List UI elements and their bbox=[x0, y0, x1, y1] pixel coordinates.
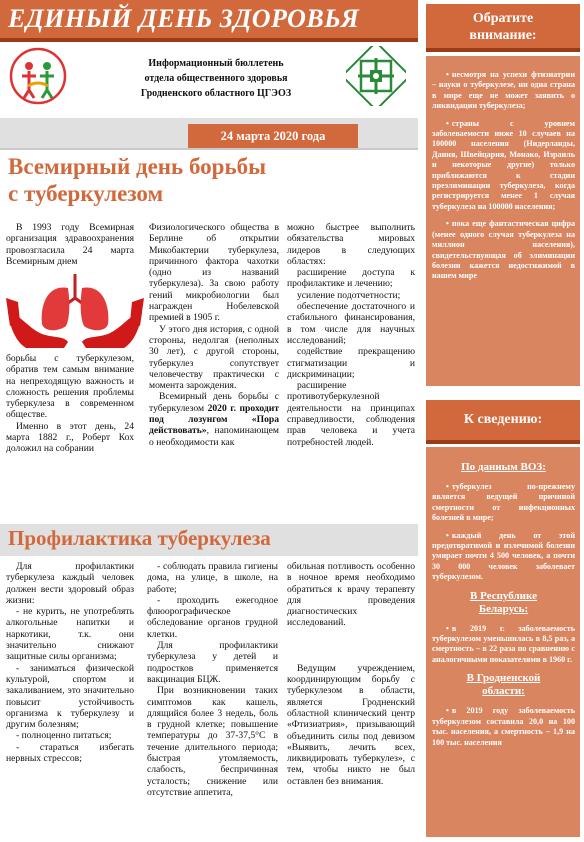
slogan-text: 2020 г. проходит под лозунгом «Пора действовать» bbox=[149, 402, 279, 437]
heading-line-1: Обратите bbox=[472, 11, 534, 26]
article-1-column-1-top bbox=[6, 222, 134, 267]
list-item-text: пока еще фантастическая цифра (менее одного случая туберкулеза на миллион населения), свидетельствующая об элиминации болезни кажется недостижимой в нашем мире bbox=[432, 219, 575, 281]
organization-info bbox=[90, 56, 342, 101]
bullet-icon: • bbox=[446, 118, 449, 128]
date-divider bbox=[0, 148, 418, 150]
lungs-in-hands-image bbox=[6, 268, 144, 350]
paragraph: - не курить, не употреблять алкогольные напитки и наркотики, т.к. они значительно снижают защитные силы организма; bbox=[6, 606, 134, 663]
paragraph: расширение доступа к профилактике и лечению; bbox=[287, 267, 415, 290]
list-item-text: каждый день от этой предотвратимой и излечимой болезни умирает почти 4 500 человек, а почти 30 000 человек заболевает туберкулезом. bbox=[432, 530, 575, 582]
healthy-people-logo-icon bbox=[8, 46, 68, 106]
list-item bbox=[432, 482, 575, 524]
paragraph: - проходить ежегодное флюорографическое обследование органов грудной клетки. bbox=[147, 594, 278, 640]
list-item bbox=[432, 624, 575, 666]
article-1-title-line-1: Всемирный день борьбы bbox=[8, 154, 267, 179]
ornament-logo-icon bbox=[346, 46, 406, 106]
paragraph: - полноценно питаться; bbox=[16, 730, 112, 742]
bullet-icon: • bbox=[446, 219, 449, 229]
list-item-text: несмотря на успехи фтизиатрии – науки о туберкулезе, ни одна страна в мире еще не может заявить о ликвидации туберкулеза; bbox=[432, 70, 575, 111]
subheading-line: В Республике bbox=[470, 589, 537, 602]
paragraph: усиление подотчетности; bbox=[297, 289, 401, 301]
sidebar-attention-list bbox=[432, 70, 575, 289]
subheading-line: Беларусь: bbox=[478, 602, 529, 615]
bullet-icon: • bbox=[446, 70, 449, 79]
article-1-title bbox=[8, 153, 408, 207]
sidebar-heading-shadow bbox=[426, 48, 580, 52]
article-2-column-3 bbox=[287, 561, 415, 787]
bulletin-title: ЕДИНЫЙ ДЕНЬ ЗДОРОВЬЯ bbox=[8, 4, 360, 33]
paragraph: - соблюдать правила гигиены дома, на улице, в школе, на работе; bbox=[147, 561, 278, 595]
article-1-column-1-bottom bbox=[6, 353, 134, 455]
sidebar-heading-shadow bbox=[426, 440, 580, 444]
paragraph: обильная потливость особенно в ночное время необходимо обратиться к врачу терапевту для проведения диагностических исследований. bbox=[287, 561, 415, 629]
paragraph: можно быстрее выполнить обязательства мировых лидеров в следующих областях: bbox=[287, 222, 415, 267]
org-line-1: Информационный бюллетень bbox=[148, 58, 284, 69]
article-1-title-line-2: с туберкулезом bbox=[8, 181, 164, 206]
list-item-text: в 2019 г. заболеваемость туберкулезом уменьшилась в 8,5 раз, а смертность – в 22 раза по сравнению с аналогичными показателями в 1960 г. bbox=[432, 623, 575, 664]
bullet-icon: • bbox=[446, 530, 449, 540]
paragraph: Ведущим учреждением, координирующим борьбу с туберкулезом в области, является Гродненский областной клинический центр «Фтизиатрия», призывающий объединить силы под девизом «Выявить, лечить всех, ликвидировать туберкулез», с тем, чтобы никто не был оставлен без внимания. bbox=[287, 662, 415, 787]
subheading-line: В Гродненской bbox=[466, 672, 541, 685]
list-item-text: туберкулез по-прежнему является ведущей причиной смертности от инфекционных болезней в мире; bbox=[432, 482, 575, 523]
sidebar-info-heading: К сведению: bbox=[426, 400, 580, 440]
bullet-icon: • bbox=[446, 623, 449, 633]
article-2-title: Профилактика туберкулеза bbox=[8, 526, 271, 550]
paragraph: содействие прекращению стигматизации и дискриминации; bbox=[287, 346, 415, 380]
list-item bbox=[432, 70, 575, 112]
paragraph: борьбы с туберкулезом, обратив тем самым внимание на непреходящую важность и сложность решения проблемы туберкулеза в современном обществе. bbox=[6, 353, 134, 421]
subheading-belarus bbox=[432, 590, 575, 616]
list-item-text: в 2019 году заболеваемость туберкулезом составила 20,0 на 100 тыс. населения, а смертность – 1,9 на 100 тыс. населения bbox=[432, 706, 575, 747]
list-item bbox=[432, 531, 575, 583]
paragraph: обеспечение достаточного и стабильного финансирования, в том числе для научных исследований; bbox=[287, 301, 415, 346]
sidebar-info-list bbox=[432, 458, 575, 755]
list-item bbox=[432, 119, 575, 213]
paragraph-slogan bbox=[149, 391, 279, 447]
paragraph: При возникновении таких симптомов как кашель, длящийся более 3 недель, боль в грудной клетке; повышение температуры до 37-37,5°С в течение длительного периода; быстрая утомляемость, слабость, беспричинная усталость; снижение или отсутствие аппетита, bbox=[147, 685, 278, 798]
subheading-who: По данным ВОЗ: bbox=[461, 461, 546, 473]
bullet-icon: • bbox=[446, 482, 449, 491]
article-2-column-1 bbox=[6, 561, 134, 764]
paragraph: Физиологического общества в Берлине об открытии Микобактерии туберкулеза, причинного фактора чахотки (одно из названий туберкулеза). За свою работу гений микробиологии был награжден Нобелевской премией в 1905 г. bbox=[149, 222, 279, 324]
paragraph: расширение противотуберкулезной деятельности на принципах справедливости, соблюдения прав человека и учета потребностей людей. bbox=[287, 380, 415, 448]
issue-date: 24 марта 2020 года bbox=[188, 124, 358, 148]
list-item-text: страны с уровнем заболеваемости ниже 10 случаев на 100000 населения (Нидерланды, Дания, Швейцария, Монако, Израиль и некоторые другие) только приближаются к стадии преэлиминации туберкулеза, когда регистрируется менее 1 случая туберкулеза на 100000 населения; bbox=[432, 118, 575, 211]
heading-line-2: внимание: bbox=[469, 28, 537, 43]
list-item bbox=[432, 706, 575, 748]
paragraph: - стараться избегать нервных стрессов; bbox=[6, 741, 134, 765]
paragraph: Именно в этот день, 24 марта 1882 г., Роберт Кох доложил на собрании bbox=[6, 420, 134, 455]
paragraph: Для профилактики туберкулеза каждый человек должен вести здоровый образ жизни: bbox=[6, 561, 134, 606]
header-underline bbox=[0, 38, 418, 42]
subheading-line: области: bbox=[482, 685, 525, 698]
org-line-3: Гродненского областного ЦГЭОЗ bbox=[140, 88, 292, 99]
paragraph: У этого дня история, с одной стороны, недолгая (неполных 30 лет), с другой стороны, туберкулез сопутствует человечеству практически с момента зарождения. bbox=[149, 323, 279, 392]
paragraph: - заниматься физической культурой, спортом и закаливанием, это значительно повысит устойчивость организма к туберкулезу и другим болезням; bbox=[6, 662, 134, 731]
list-item bbox=[432, 219, 575, 281]
text-run: , напоминающем о необходимости как bbox=[149, 425, 279, 448]
sidebar-attention-heading bbox=[426, 4, 580, 48]
article-1-column-2 bbox=[149, 222, 279, 448]
article-2-column-2 bbox=[147, 561, 278, 798]
text-run: Всемирный день борьбы с туберкулезом bbox=[149, 391, 279, 414]
bullet-icon: • bbox=[446, 706, 449, 716]
paragraph: Для профилактики туберкулеза у детей и подростков применяется вакцинация БЦЖ. bbox=[147, 640, 278, 685]
paragraph: В 1993 году Всемирная организация здравоохранения провозгласила 24 марта Всемирным днем bbox=[6, 222, 134, 267]
org-line-2: отдела общественного здоровья bbox=[144, 73, 288, 84]
subheading-grodno bbox=[432, 672, 575, 698]
article-1-column-3 bbox=[287, 222, 415, 448]
